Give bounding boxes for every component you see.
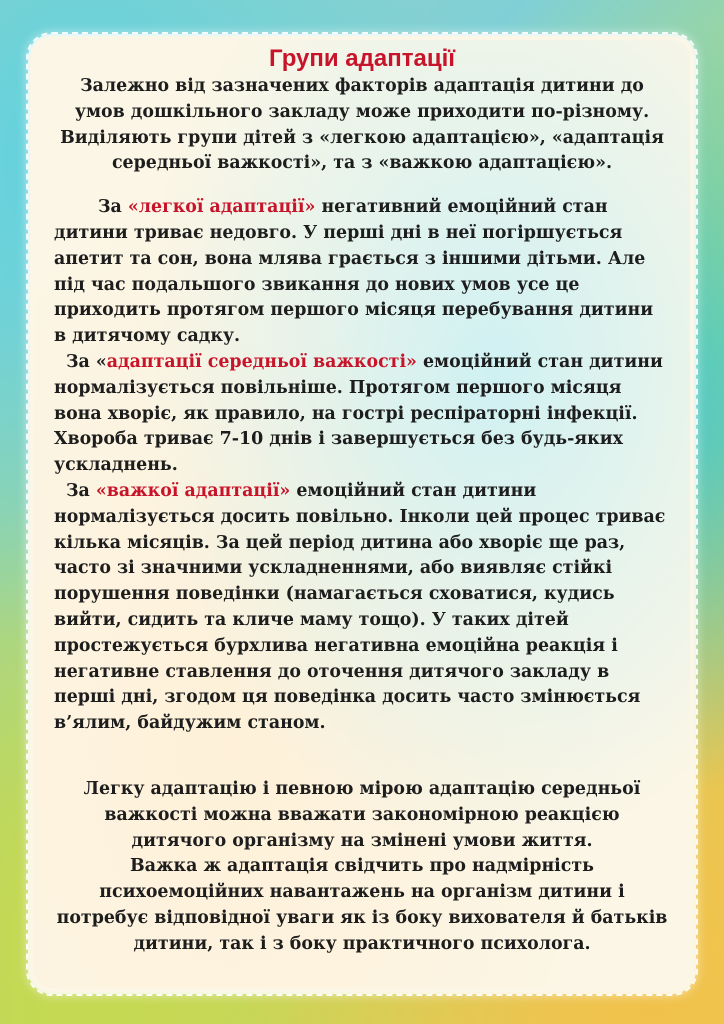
heavy-adaptation-paragraph xyxy=(54,479,670,737)
light-text: негативний емоційний стан дитини триває недовго. У перші дні в неї погіршується апетит та сон, вона млява грається з іншими дітьми. Але під час подальшого звикання до нових умов усе це приходить протягом першого місяця перебування дитини в дитячому садку. xyxy=(54,197,654,347)
heavy-text: емоційний стан дитини нормалізується досить повільно. Інколи цей процес триває кілька місяців. За цей період дитина або хворіє ще раз, часто зі значними ускладненнями, або виявляє стійкі порушення поведінки (намагається сховатися, кудись вийти, сидить та кличе маму тощо). У таких дітей простежується бурхлива негативна емоційна реакція і негативне ставлення до оточення дитячого закладу в перші дні, згодом ця поведінка досить часто змінюється в’ялим, байдужим станом. xyxy=(54,480,666,734)
document-body xyxy=(54,44,670,958)
light-term: «легкої адаптації» xyxy=(127,197,316,218)
conclusion-paragraph-1: Легку адаптацію і певною мірою адаптацію середньої важкості можна вважати закономірною реакцією дитячого організму на змінені умови життя. xyxy=(83,778,641,851)
medium-text: емоційний стан дитини нормалізується повільніше. Протягом першого місяця вона хворіє, як правило, на гострі респіраторні інфекції. Хвороба триває 7-10 днів і завершується без будь-яких ускладнень. xyxy=(54,351,663,476)
medium-term: адаптації середньої важкості» xyxy=(106,351,417,372)
heavy-term: «важкої адаптації» xyxy=(95,480,291,501)
intro-paragraph: Залежно від зазначених факторів адаптація дитини до умов дошкільного закладу може приходити по-різному. Виділяють групи дітей з «легкою адаптацією», «адаптація середньої важкості», та з «важкою адаптацією». xyxy=(60,76,664,174)
medium-prefix: За « xyxy=(66,351,107,372)
page-title: Групи адаптації xyxy=(269,45,455,72)
light-adaptation-paragraph xyxy=(54,195,670,350)
conclusion-paragraph-2: Важка ж адаптація свідчить про надмірність психоемоційних навантажень на організм дитини і потребує відповідної уваги як із боку вихователя й батьків дитини, так і з боку практичного психолога. xyxy=(56,856,668,954)
light-prefix: За xyxy=(98,197,128,218)
heavy-prefix: За xyxy=(66,480,96,501)
medium-adaptation-paragraph xyxy=(54,350,670,479)
